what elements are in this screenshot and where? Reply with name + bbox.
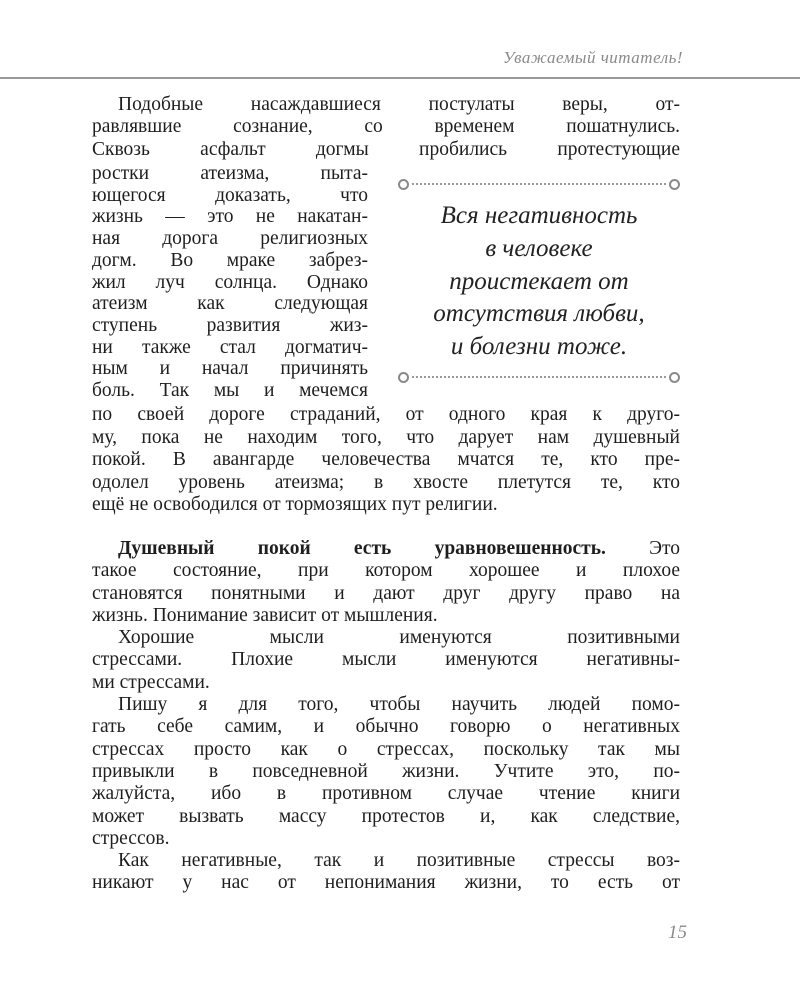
quote-line: в человеке (485, 234, 593, 262)
quote-ornament-bottom (398, 371, 680, 383)
text-line: догм. Во мраке забрез- (92, 249, 368, 271)
pull-quote (398, 178, 680, 388)
text-line: жил луч солнца. Однако (92, 271, 368, 293)
text-line: гать себе самим, и обычно говорю о негативных (92, 716, 680, 738)
text-line: одолел уровень атеизма; в хвосте плетутся те, кто (92, 471, 680, 493)
paragraph-wrapped-column (92, 163, 368, 402)
quote-line: проистекает от (449, 267, 629, 295)
circle-icon (398, 372, 409, 383)
quote-ornament-top (398, 178, 680, 190)
text-fragment: Это (605, 538, 681, 559)
text-line: становятся понятными и дают друг другу право на (92, 582, 680, 604)
text-line: атеизм как следующая (92, 293, 368, 315)
text-line: ная дорога религиозных (92, 228, 368, 250)
text-line: му, пока не находим того, что дарует нам душевный (92, 426, 680, 448)
text-line: стрессов. (92, 827, 170, 849)
section-equanimity (92, 538, 680, 895)
text-line: равлявшие сознание, со временем пошатнулись. (92, 116, 680, 138)
paragraph-intro (92, 94, 680, 161)
circle-icon (669, 179, 680, 190)
text-line: Подобные насаждавшиеся постулаты веры, от- (118, 94, 680, 115)
text-line: жизнь. Понимание зависит от мышления. (92, 604, 438, 626)
page-number: 15 (668, 922, 687, 943)
dotted-divider (412, 183, 666, 185)
text-line: ми стрессами. (92, 671, 210, 693)
quote-line: отсутствия любви, (433, 300, 645, 328)
bold-lead: Душевный покой есть уравновешенность. (118, 538, 606, 559)
text-line: Хорошие мысли именуются позитивными (118, 627, 680, 649)
text-line: может вызвать массу протестов и, как следствие, (92, 805, 680, 827)
text-line: ростки атеизма, пыта- (92, 163, 368, 184)
text-line: Как негативные, так и позитивные стрессы воз- (118, 850, 680, 872)
text-line: Пишу я для того, чтобы научить людей помо- (118, 694, 680, 716)
text-line: стрессами. Плохие мысли именуются негативны- (92, 649, 680, 671)
circle-icon (669, 372, 680, 383)
quote-line: и болезни тоже. (450, 333, 628, 361)
text-line: Сквозь асфальт догмы пробились протестующие (92, 138, 680, 160)
text-line: ни также стал догматич- (92, 336, 368, 358)
text-line: ным и начал причинять (92, 358, 368, 380)
text-line (92, 538, 680, 560)
text-line: такое состояние, при котором хорошее и плохое (92, 560, 680, 582)
text-line: жалуйста, ибо в противном случае чтение книги (92, 783, 680, 805)
text-line: ющегося доказать, что (92, 184, 368, 206)
text-line: стрессах просто как о стрессах, поскольку так мы (92, 738, 680, 760)
text-line: жизнь — это не накатан- (92, 206, 368, 228)
text-line: боль. Так мы и мечемся (92, 380, 368, 402)
quote-text (398, 200, 680, 364)
text-line: покой. В авангарде человечества мчатся те, кто пре- (92, 449, 680, 470)
header-rule (0, 77, 800, 79)
dotted-divider (412, 376, 666, 378)
text-line: по своей дороге страданий, от одного края к друго- (92, 404, 680, 425)
quote-line: Вся негативность (440, 202, 638, 229)
text-line: ещё не освободился от тормозящих пут религии. (92, 494, 498, 515)
circle-icon (398, 179, 409, 190)
text-line: ступень развития жиз- (92, 314, 368, 336)
running-header: Уважаемый читатель! (502, 48, 683, 67)
text-line: привыкли в повседневной жизни. Учтите это, по- (92, 760, 680, 782)
text-line: никают у нас от непонимания жизни, то есть от (92, 872, 680, 894)
paragraph-continuation (92, 404, 680, 517)
